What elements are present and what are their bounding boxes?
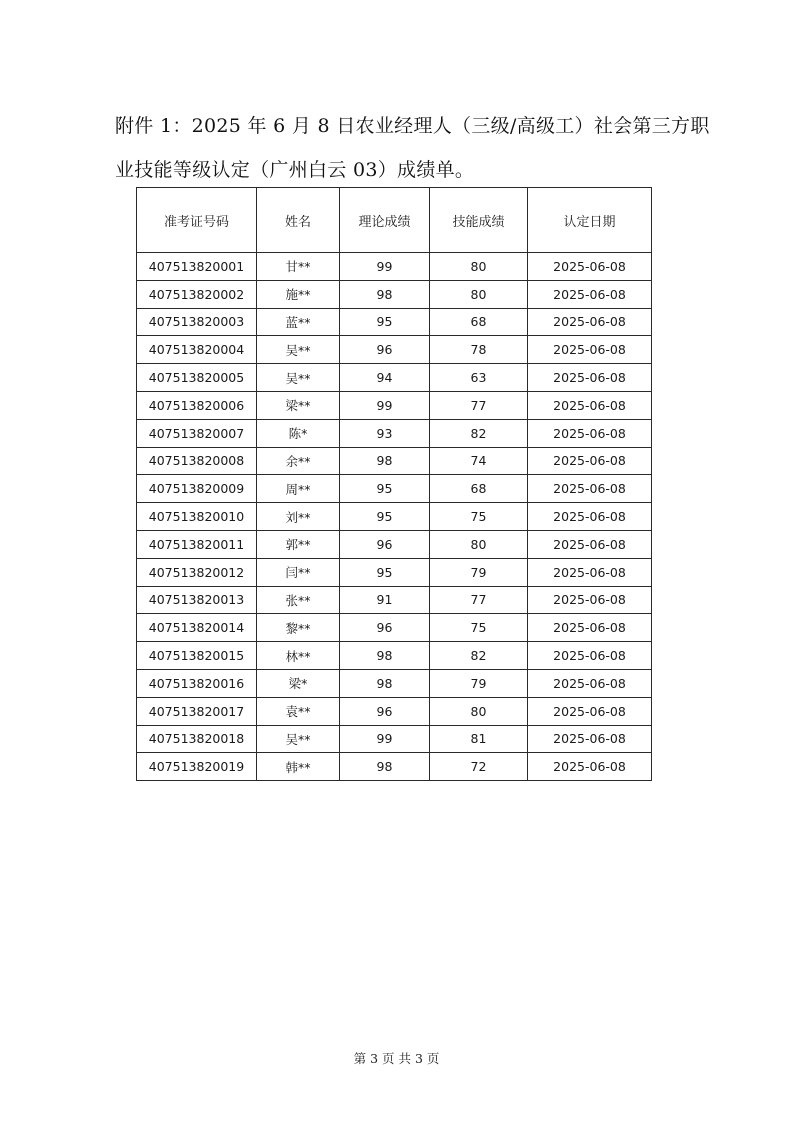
table-row [137,753,652,781]
cell-skill-score: 72 [430,753,528,781]
table-row [137,669,652,697]
cell-exam-id: 407513820008 [137,447,257,475]
cell-skill-score: 77 [430,586,528,614]
cell-exam-id: 407513820002 [137,280,257,308]
cell-theory-score: 99 [340,391,430,419]
cell-name: 吴** [257,725,340,753]
cell-skill-score: 63 [430,364,528,392]
table-row [137,558,652,586]
cell-date: 2025-06-08 [528,753,652,781]
cell-date: 2025-06-08 [528,558,652,586]
cell-date: 2025-06-08 [528,447,652,475]
cell-skill-score: 79 [430,669,528,697]
cell-exam-id: 407513820013 [137,586,257,614]
table-row [137,308,652,336]
cell-theory-score: 99 [340,725,430,753]
header-date: 认定日期 [528,188,652,253]
cell-exam-id: 407513820005 [137,364,257,392]
table-row [137,419,652,447]
cell-skill-score: 80 [430,280,528,308]
cell-exam-id: 407513820004 [137,336,257,364]
document-heading [115,104,710,192]
cell-name: 刘** [257,503,340,531]
cell-date: 2025-06-08 [528,503,652,531]
cell-theory-score: 95 [340,475,430,503]
cell-theory-score: 93 [340,419,430,447]
cell-exam-id: 407513820012 [137,558,257,586]
cell-theory-score: 96 [340,697,430,725]
cell-name: 梁* [257,669,340,697]
cell-name: 吴** [257,364,340,392]
cell-exam-id: 407513820003 [137,308,257,336]
cell-skill-score: 68 [430,308,528,336]
cell-skill-score: 80 [430,530,528,558]
header-name: 姓名 [257,188,340,253]
cell-name: 林** [257,642,340,670]
cell-name: 韩** [257,753,340,781]
table-row [137,391,652,419]
score-table-header [137,188,652,253]
cell-name: 周** [257,475,340,503]
cell-theory-score: 98 [340,447,430,475]
table-row [137,642,652,670]
cell-name: 余** [257,447,340,475]
cell-name: 甘** [257,253,340,281]
cell-theory-score: 99 [340,253,430,281]
cell-skill-score: 81 [430,725,528,753]
cell-date: 2025-06-08 [528,614,652,642]
cell-date: 2025-06-08 [528,308,652,336]
cell-name: 梁** [257,391,340,419]
cell-skill-score: 74 [430,447,528,475]
header-exam-id: 准考证号码 [137,188,257,253]
cell-exam-id: 407513820009 [137,475,257,503]
cell-date: 2025-06-08 [528,336,652,364]
heading-line-2: 业技能等级认定（广州白云 03）成绩单。 [115,159,475,181]
table-row [137,697,652,725]
cell-skill-score: 79 [430,558,528,586]
header-row [137,188,652,253]
cell-exam-id: 407513820017 [137,697,257,725]
cell-exam-id: 407513820006 [137,391,257,419]
header-skill-score: 技能成绩 [430,188,528,253]
cell-skill-score: 75 [430,503,528,531]
cell-date: 2025-06-08 [528,475,652,503]
cell-date: 2025-06-08 [528,642,652,670]
cell-name: 吴** [257,336,340,364]
cell-theory-score: 98 [340,753,430,781]
cell-date: 2025-06-08 [528,391,652,419]
cell-theory-score: 96 [340,336,430,364]
cell-theory-score: 94 [340,364,430,392]
cell-date: 2025-06-08 [528,697,652,725]
cell-theory-score: 96 [340,614,430,642]
cell-date: 2025-06-08 [528,586,652,614]
table-row [137,725,652,753]
cell-date: 2025-06-08 [528,364,652,392]
cell-theory-score: 98 [340,280,430,308]
cell-exam-id: 407513820010 [137,503,257,531]
table-row [137,280,652,308]
score-table [136,187,652,781]
cell-exam-id: 407513820015 [137,642,257,670]
cell-name: 施** [257,280,340,308]
heading-line-1: 附件 1：2025 年 6 月 8 日农业经理人（三级/高级工）社会第三方职 [115,115,710,137]
table-row [137,364,652,392]
cell-theory-score: 95 [340,308,430,336]
cell-skill-score: 82 [430,642,528,670]
cell-skill-score: 80 [430,697,528,725]
header-theory-score: 理论成绩 [340,188,430,253]
cell-name: 陈* [257,419,340,447]
cell-exam-id: 407513820016 [137,669,257,697]
cell-theory-score: 98 [340,669,430,697]
table-row [137,253,652,281]
cell-skill-score: 82 [430,419,528,447]
cell-date: 2025-06-08 [528,530,652,558]
cell-exam-id: 407513820011 [137,530,257,558]
cell-name: 蓝** [257,308,340,336]
cell-skill-score: 80 [430,253,528,281]
cell-theory-score: 96 [340,530,430,558]
table-row [137,614,652,642]
score-table-body [137,253,652,781]
page-footer: 第 3 页 共 3 页 [353,1051,440,1066]
cell-exam-id: 407513820019 [137,753,257,781]
table-row [137,503,652,531]
cell-exam-id: 407513820001 [137,253,257,281]
table-row [137,447,652,475]
table-row [137,475,652,503]
cell-name: 闫** [257,558,340,586]
cell-name: 郭** [257,530,340,558]
cell-skill-score: 75 [430,614,528,642]
cell-exam-id: 407513820018 [137,725,257,753]
cell-date: 2025-06-08 [528,280,652,308]
cell-name: 张** [257,586,340,614]
table-row [137,336,652,364]
cell-skill-score: 78 [430,336,528,364]
cell-name: 黎** [257,614,340,642]
cell-skill-score: 68 [430,475,528,503]
cell-date: 2025-06-08 [528,725,652,753]
cell-date: 2025-06-08 [528,669,652,697]
cell-date: 2025-06-08 [528,419,652,447]
table-row [137,530,652,558]
cell-date: 2025-06-08 [528,253,652,281]
cell-theory-score: 91 [340,586,430,614]
cell-theory-score: 95 [340,503,430,531]
cell-exam-id: 407513820007 [137,419,257,447]
table-row [137,586,652,614]
cell-skill-score: 77 [430,391,528,419]
cell-name: 袁** [257,697,340,725]
cell-exam-id: 407513820014 [137,614,257,642]
cell-theory-score: 95 [340,558,430,586]
cell-theory-score: 98 [340,642,430,670]
